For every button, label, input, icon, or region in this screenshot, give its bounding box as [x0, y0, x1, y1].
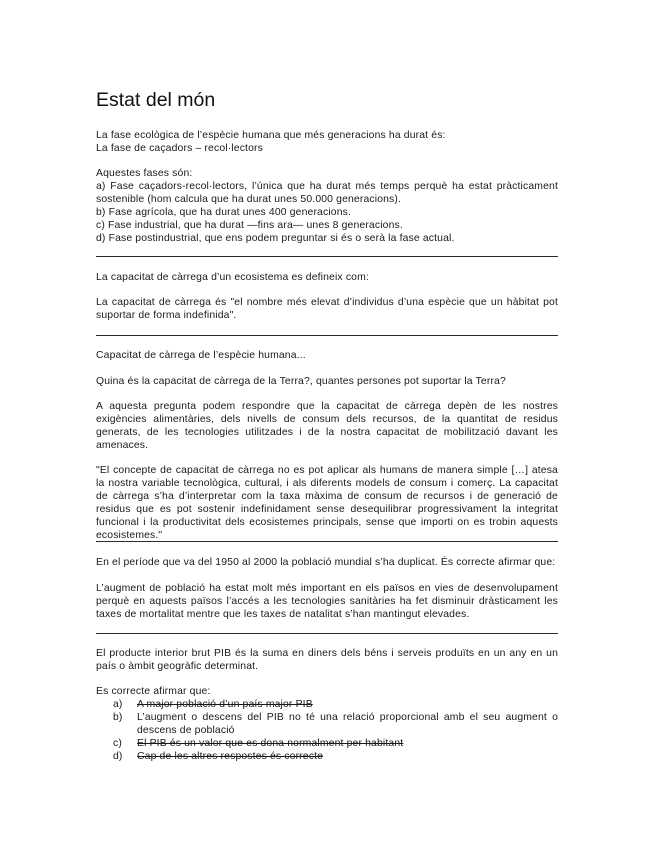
phase-item: d) Fase postindustrial, que ens podem preguntar si és o serà la fase actual.: [96, 233, 455, 244]
option-marker: a): [113, 699, 123, 710]
answer-paragraph: A aquesta pregunta podem respondre que la capacitat de càrrega depèn de les nostres exigències alimentàries, dels nivells de consum dels recursos, de la quantitat de residus generats, de les tecnologies utilitzades i de la nostra capacitat de mobilització davant les amenaces.: [96, 401, 558, 451]
option-text: El PIB és un valor que es dona normalment per habitant: [137, 738, 404, 749]
option-c: [113, 737, 558, 750]
option-marker: d): [113, 751, 123, 762]
section-divider: [96, 541, 558, 542]
option-d: [113, 750, 558, 763]
quote-paragraph: "El concepte de capacitat de càrrega no es pot aplicar als humans de manera simple […] atesa la nostra variable tecnològica, cultural, i als diferents models de consum i comerç. La capacitat de càrrega s’ha d’interpretar com la taxa màxima de consum de recursos i de generació de residus que es pot sostenir indefinidament sense desequilibrar progressivament la integritat funcional i la productivitat dels ecosistemes principals, sense que importi on es trobin aquests ecosistemes.": [96, 465, 558, 541]
phase-item: c) Fase industrial, que ha durat —fins ara— unes 8 generacions.: [96, 220, 403, 231]
options-intro: Es correcte afirmar que:: [96, 686, 211, 697]
question-text: La fase ecològica de l’espècie humana que més generacions ha durat és:: [96, 130, 446, 141]
answer-text: L’augment de població ha estat molt més important en els països en vies de desenvolupament perquè en aquests països l’accés a les tecnologies sanitàries ha fet disminuir dràsticament les taxes de mortalitat mentre que les taxes de natalitat s’han mantingut elevades.: [96, 583, 558, 620]
option-text: A major població d’un país major PIB: [137, 699, 313, 710]
question-text: En el període que va del 1950 al 2000 la població mundial s’ha duplicat. És correcte afirmar que:: [96, 557, 556, 568]
answer-text: La fase de caçadors – recol·lectors: [96, 143, 263, 154]
section-divider: [96, 335, 558, 336]
option-text: Cap de les altres respostes és correcte: [137, 751, 324, 762]
question-text: La capacitat de càrrega d’un ecosistema es defineix com:: [96, 272, 369, 283]
options-block: [96, 685, 558, 763]
option-text: L’augment o descens del PIB no té una relació proporcional amb el seu augment o descens de població: [137, 712, 558, 736]
answer-text: La capacitat de càrrega és "el nombre més elevat d’individus d’una espècie que un hàbitat pot suportar de forma indefinida".: [96, 297, 558, 321]
option-marker: b): [113, 712, 123, 723]
question-text: Quina és la capacitat de càrrega de la Terra?, quantes persones pot suportar la Terra?: [96, 376, 506, 387]
option-a: [113, 698, 558, 711]
option-marker: c): [113, 738, 122, 749]
phase-item: b) Fase agrícola, que ha durat unes 400 generacions.: [96, 207, 352, 218]
page-title: Estat del món: [96, 89, 216, 111]
phase-item: a) Fase caçadors-recol·lectors, l’única que ha durat més temps perquè ha estat pràcticament sostenible (hom calcula que ha durat unes 50.000 generacions).: [96, 181, 558, 205]
phases-list: [96, 167, 558, 245]
option-b: [113, 711, 558, 737]
section-heading: Capacitat de càrrega de l’espècie humana...: [96, 350, 306, 361]
answer-options: [96, 698, 558, 763]
section-divider: [96, 256, 558, 257]
section-divider: [96, 633, 558, 634]
section-ecological-phase: [96, 129, 558, 155]
phases-intro: Aquestes fases són:: [96, 168, 193, 179]
question-text: El producte interior brut PIB és la suma en diners dels béns i serveis produïts en un any en un país o àmbit geogràfic determinat.: [96, 648, 558, 672]
